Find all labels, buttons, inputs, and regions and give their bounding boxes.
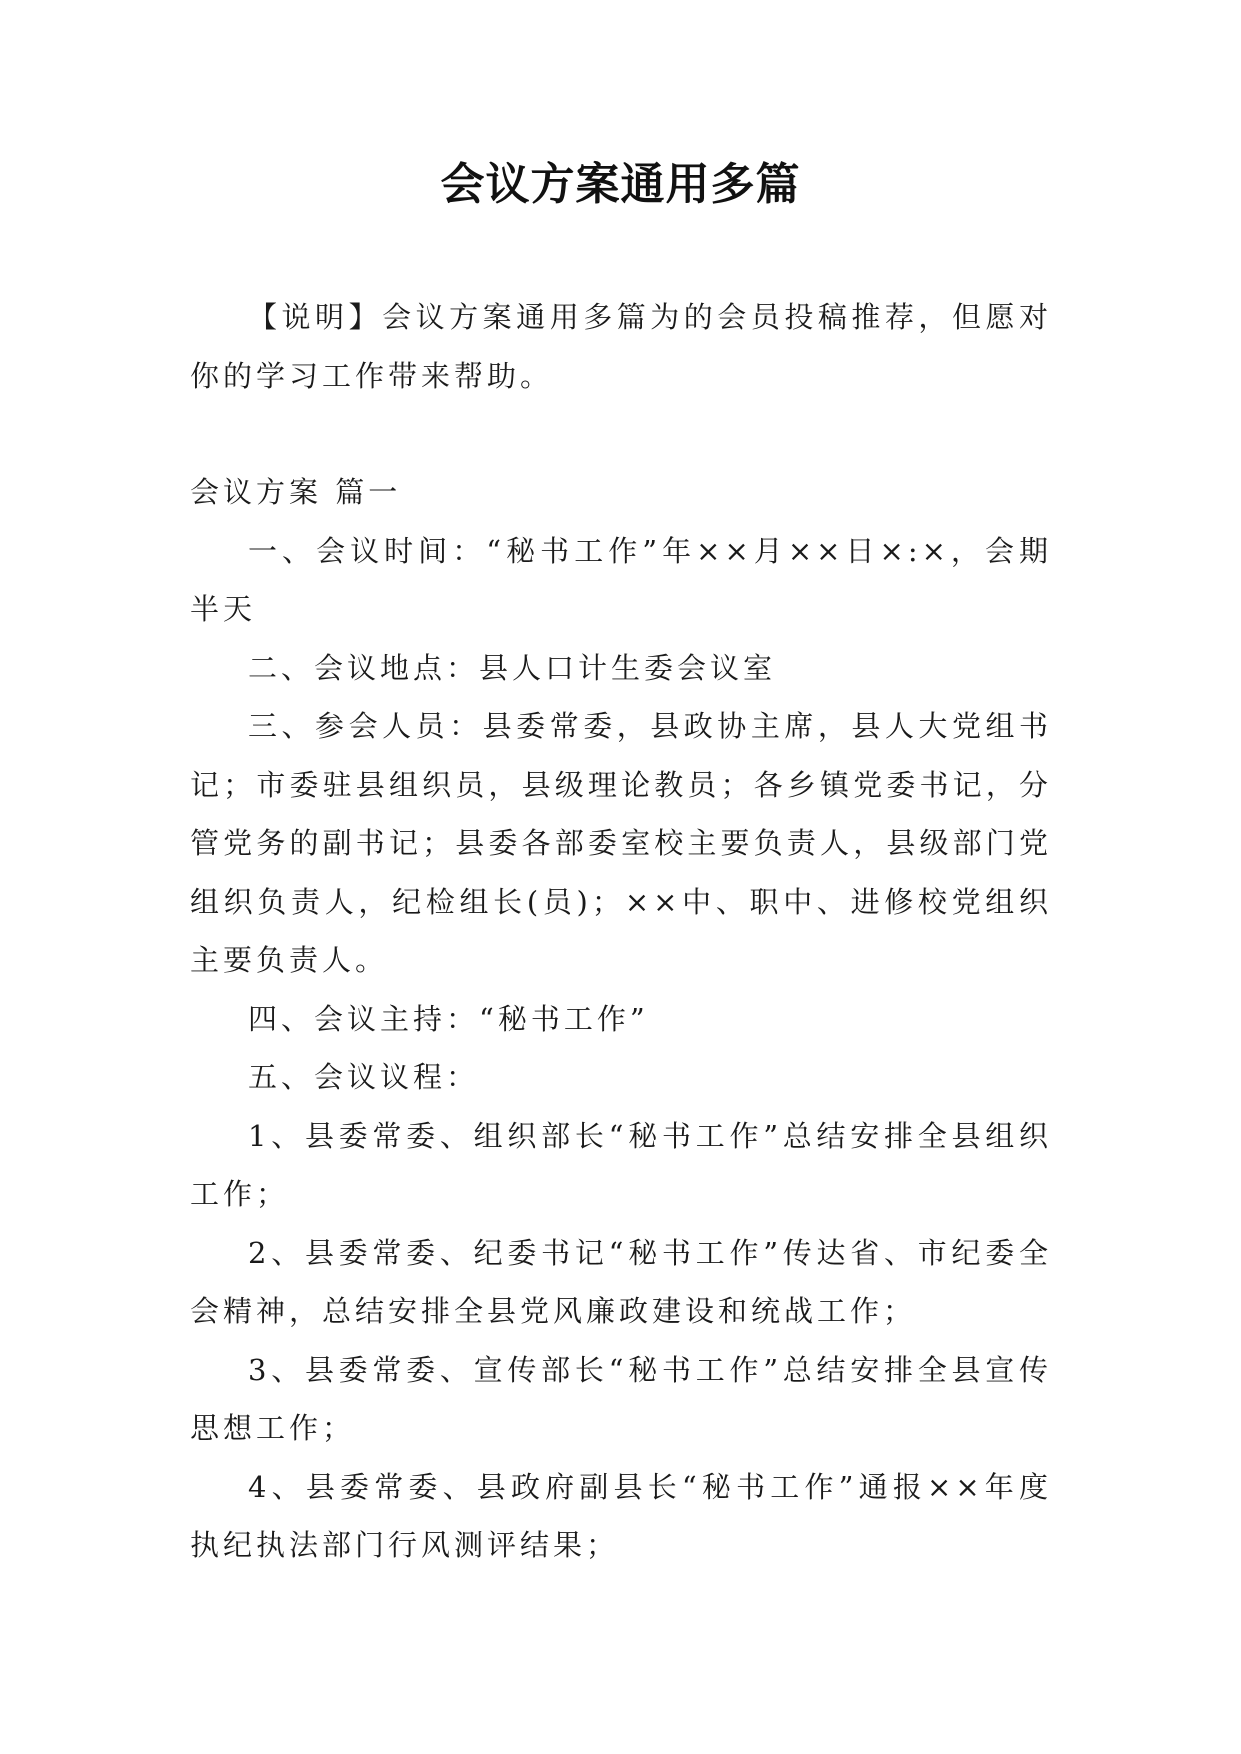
paragraph-agenda: 五、会议议程：	[248, 1060, 480, 1094]
paragraph-attendees: 三、参会人员：县委常委，县政协主席，县人大党组书记；市委驻县组织员，县级理论教员；各乡镇党委书记，分管党务的副书记；县委各部委室校主要负责人，县级部门党组织负责人，纪检组长(员)；××中、职中、进修校党组织主要负责人。	[190, 709, 1052, 977]
document-body	[190, 288, 1052, 1575]
paragraph-host: 四、会议主持：“秘书工作”	[248, 1001, 649, 1036]
agenda-item-3: 3、县委常委、宣传部长“秘书工作”总结安排全县宣传思想工作；	[190, 1352, 1052, 1445]
section-heading: 会议方案 篇一	[190, 475, 402, 509]
paragraph-meeting-location: 二、会议地点：县人口计生委会议室	[248, 650, 777, 685]
document-title: 会议方案通用多篇	[440, 159, 801, 210]
spacer	[190, 405, 1052, 463]
agenda-item-4: 4、县委常委、县政府副县长“秘书工作”通报××年度执纪执法部门行风测评结果；	[190, 1469, 1052, 1562]
intro-paragraph: 【说明】会议方案通用多篇为的会员投稿推荐，但愿对你的学习工作带来帮助。	[190, 300, 1052, 393]
paragraph-meeting-time: 一、会议时间：“秘书工作”年××月××日×:×，会期半天	[190, 533, 1052, 626]
agenda-item-2: 2、县委常委、纪委书记“秘书工作”传达省、市纪委全会精神，总结安排全县党风廉政建设和统战工作；	[190, 1235, 1052, 1328]
agenda-item-1: 1、县委常委、组织部长“秘书工作”总结安排全县组织工作；	[190, 1118, 1052, 1211]
